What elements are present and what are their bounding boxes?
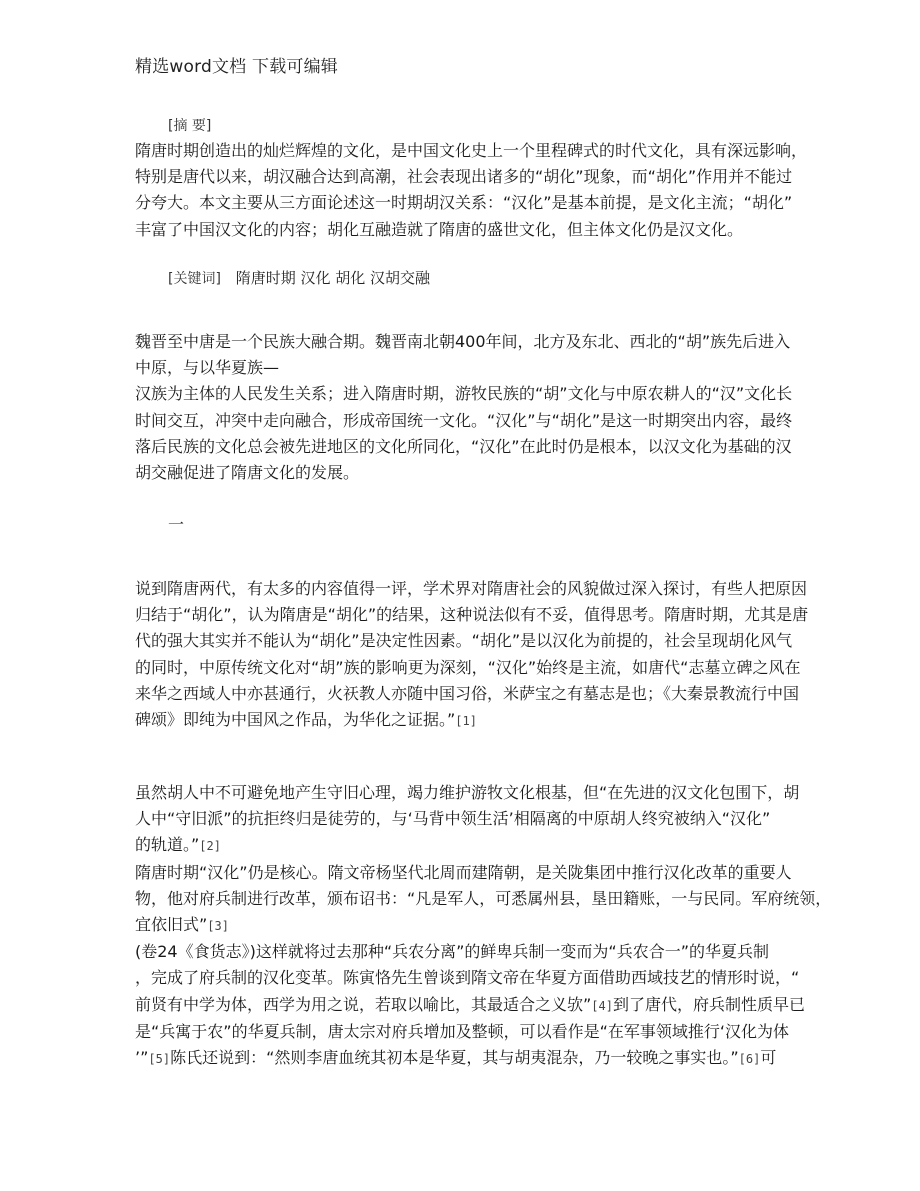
body-line xyxy=(135,1045,785,1072)
intro-line: 胡交融促进了隋唐文化的发展。 xyxy=(135,463,360,483)
citation-ref: [4] xyxy=(591,998,613,1013)
intro-line: 魏晋至中唐是一个民族大融合期。魏晋南北朝400年间，北方及东北、西北的“胡”族先后进入 xyxy=(135,332,791,351)
body-text: 宜依旧式” xyxy=(135,915,208,935)
abstract-line: 隋唐时期创造出的灿烂辉煌的文化，是中国文化史上一个里程碑式的时代文化，具有深远影响， xyxy=(135,141,808,160)
body-line: 的同时，中原传统文化对“胡”族的影响更为深刻，“汉化”始终是主流，如唐代“志墓立碑之风在 xyxy=(135,657,801,677)
citation-ref: [5] xyxy=(148,1052,171,1067)
body-line xyxy=(135,992,805,1019)
abstract-line: 特别是唐代以来，胡汉融合达到高潮，社会表现出诸多的“胡化”现象，而“胡化”作用并不能过 xyxy=(135,167,793,187)
body-text: 到了唐代，府兵制性质早已 xyxy=(612,994,805,1014)
intro-line: 汉族为主体的人民发生关系；进入隋唐时期，游牧民族的“胡”文化与中原农耕人的“汉”文化长 xyxy=(135,384,793,404)
body-line: 归结于“胡化”，认为隋唐是“胡化”的结果，这种说法似有不妥，值得思考。隋唐时期，尤其是唐 xyxy=(135,605,809,625)
citation-ref: [2] xyxy=(199,839,221,854)
abstract-line: 丰富了中国汉文化的内容；胡化互融造就了隋唐的盛世文化，但主体文化仍是汉文化。 xyxy=(135,219,744,239)
body-text: 碑颂》即纯为中国风之作品，为华化之证据。” xyxy=(135,710,456,730)
body-line: 来华之西域人中亦甚通行，火祆教人亦随中国习俗，米萨宝之有墓志是也；《大秦景教流行中国 xyxy=(135,683,800,703)
body-line: ，完成了府兵制的汉化变革。陈寅恪先生曾谈到隋文帝在华夏方面借助西域技艺的情形时说，“ xyxy=(135,968,800,988)
body-line: 物，他对府兵制进行改革，颁布诏书：“凡是军人，可悉属州县，垦田籍账，一与民同。军府统领， xyxy=(135,888,832,908)
keywords-terms: 隋唐时期 汉化 胡化 汉胡交融 xyxy=(235,269,431,287)
intro-paragraph xyxy=(135,329,793,486)
body-line: (卷24《食货志》)这样就将过去那种“兵农分离”的鲜卑兵制一变而为“兵农合一”的华夏兵制 xyxy=(135,942,770,962)
citation-ref: [1] xyxy=(455,714,477,729)
body-text: ’” xyxy=(135,1048,149,1068)
body-line xyxy=(135,832,785,859)
intro-line: 落后民族的文化总会被先进地区的文化所同化，“汉化”在此时仍是根本，以汉文化为基础的汉 xyxy=(135,436,792,456)
body-line xyxy=(135,912,785,939)
abstract-line: 分夸大。本文主要从三方面论述这一时期胡汉关系：“汉化”是基本前提，是文化主流；“胡化” xyxy=(135,193,793,213)
citation-ref: [6] xyxy=(738,1052,761,1067)
abstract-label: [摘 要] xyxy=(168,118,212,134)
citation-ref: [3] xyxy=(207,919,229,934)
body-paragraph-2 xyxy=(135,780,832,1072)
body-line: 人中“守旧派”的抗拒终归是徒劳的，与‘马背中领生活’相隔离的中原胡人终究被纳入“汉化” xyxy=(135,809,771,829)
body-line: 隋唐时期“汉化”仍是核心。隋文帝杨坚代北周而建隋朝，是关陇集团中推行汉化改革的重要人 xyxy=(135,862,792,882)
body-line: 说到隋唐两代，有太多的内容值得一评，学术界对隋唐社会的风貌做过深入探讨，有些人把原因 xyxy=(135,579,808,598)
body-line xyxy=(135,707,785,734)
body-text: 可 xyxy=(760,1048,777,1068)
abstract-paragraph xyxy=(135,138,808,243)
keywords-line xyxy=(168,267,430,288)
keywords-label: [关键词] xyxy=(168,271,221,287)
section-number: 一 xyxy=(168,515,185,534)
body-line: 是“兵寓于农”的华夏兵制，唐太宗对府兵增加及整顿，可以看作是“在军事领域推行‘汉化为体 xyxy=(135,1021,789,1041)
body-line: 虽然胡人中不可避免地产生守旧心理，竭力维护游牧文化根基，但“在先进的汉文化包围下，胡 xyxy=(135,783,800,802)
page-header: 精选word文档 下载可编辑 xyxy=(135,57,338,77)
body-text: 的轨道。” xyxy=(135,835,200,855)
body-text: 前贤有中学为体，西学为用之说，若取以喻比，其最适合之义欤” xyxy=(135,994,592,1014)
body-line: 代的强大其实并不能认为“胡化”是决定性因素。“胡化”是以汉化为前提的，社会呈现胡化风气 xyxy=(135,631,793,651)
intro-line: 时间交互，冲突中走向融合，形成帝国统一文化。“汉化”与“胡化”是这一时期突出内容，最终 xyxy=(135,410,793,430)
body-paragraph-1 xyxy=(135,576,809,734)
intro-line: 中原，与以华夏族— xyxy=(135,358,280,378)
body-text: 陈氏还说到：“然则李唐血统其初本是华夏，其与胡夷混杂，乃一较晚之事实也。” xyxy=(170,1048,739,1068)
